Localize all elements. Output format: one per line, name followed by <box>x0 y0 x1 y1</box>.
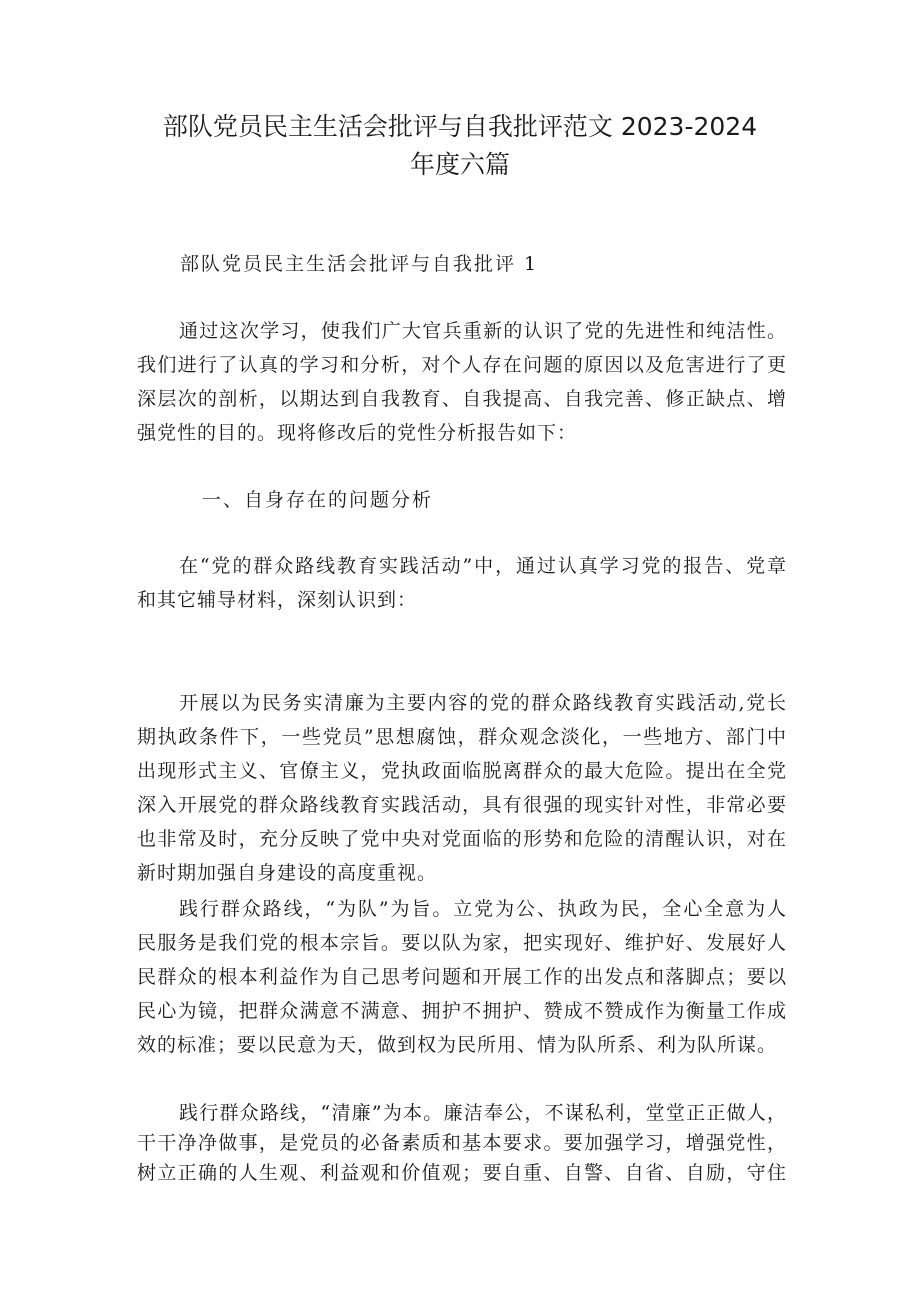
document-subtitle: 部队党员民主生活会批评与自我批评 1 <box>180 253 539 275</box>
paragraph-line: 干干净净做事，是党员的必备素质和基本要求。要加强学习，增强党性， <box>137 1132 787 1154</box>
paragraph-serve-people <box>137 892 787 1062</box>
title-line-1: 部队党员民主生活会批评与自我批评范文 2023-2024 <box>162 112 758 141</box>
paragraph-line: 开展以为民务实清廉为主要内容的党的群众路线教育实践活动,党长 <box>179 692 787 714</box>
paragraph-line: 也非常及时，充分反映了党中央对党面临的形势和危险的清醒认识，对在 <box>137 828 787 850</box>
paragraph-line: 期执政条件下，一些党员”思想腐蚀，群众观念淡化，一些地方、部门中 <box>137 726 787 748</box>
paragraph-line: 通过这次学习，使我们广大官兵重新的认识了党的先进性和纯洁性。 <box>179 320 787 342</box>
paragraph-line: 树立正确的人生观、利益观和价值观；要自重、自警、自省、自励，守住 <box>137 1162 787 1184</box>
paragraph-line: 深入开展党的群众路线教育实践活动，具有很强的现实针对性，非常必要 <box>137 794 787 816</box>
paragraph-line: 民群众的根本利益作为自己思考问题和开展工作的出发点和落脚点；要以 <box>137 966 787 988</box>
paragraph-line: 践行群众路线，“为队”为旨。立党为公、执政为民，全心全意为人 <box>179 898 787 920</box>
paragraph-line: 新时期加强自身建设的高度重视。 <box>137 862 438 884</box>
paragraph-line: 民服务是我们党的根本宗旨。要以队为家，把实现好、维护好、发展好人 <box>137 932 787 954</box>
paragraph-line: 和其它辅导材料，深刻认识到： <box>137 589 418 611</box>
paragraph-line: 践行群众路线，“清廉”为本。廉洁奉公，不谋私利，堂堂正正做人， <box>179 1102 787 1124</box>
paragraph-line: 深层次的剖析，以期达到自我教育、自我提高、自我完善、修正缺点、增 <box>137 388 787 410</box>
paragraph-line: 民心为镜，把群众满意不满意、拥护不拥护、赞成不赞成作为衡量工作成 <box>137 1000 787 1022</box>
paragraph-integrity <box>137 1098 787 1188</box>
title-line-2: 年度六篇 <box>409 150 510 179</box>
paragraph-line: 效的标准；要以民意为天，做到权为民所用、情为队所系、利为队所谋。 <box>137 1034 778 1056</box>
paragraph-line: 在“党的群众路线教育实践活动”中，通过认真学习党的报告、党章 <box>179 555 787 577</box>
paragraph-background <box>137 686 787 890</box>
paragraph-line: 出现形式主义、官僚主义，党执政面临脱离群众的最大危险。提出在全党 <box>137 760 787 782</box>
paragraph-line: 我们进行了认真的学习和分析，对个人存在问题的原因以及危害进行了更 <box>137 354 787 376</box>
paragraph-intro <box>137 314 787 450</box>
paragraph-campaign <box>137 549 787 617</box>
section-heading: 一、自身存在的问题分析 <box>202 489 434 511</box>
document-title <box>120 108 800 184</box>
paragraph-line: 强党性的目的。现将修改后的党性分析报告如下： <box>137 422 578 444</box>
